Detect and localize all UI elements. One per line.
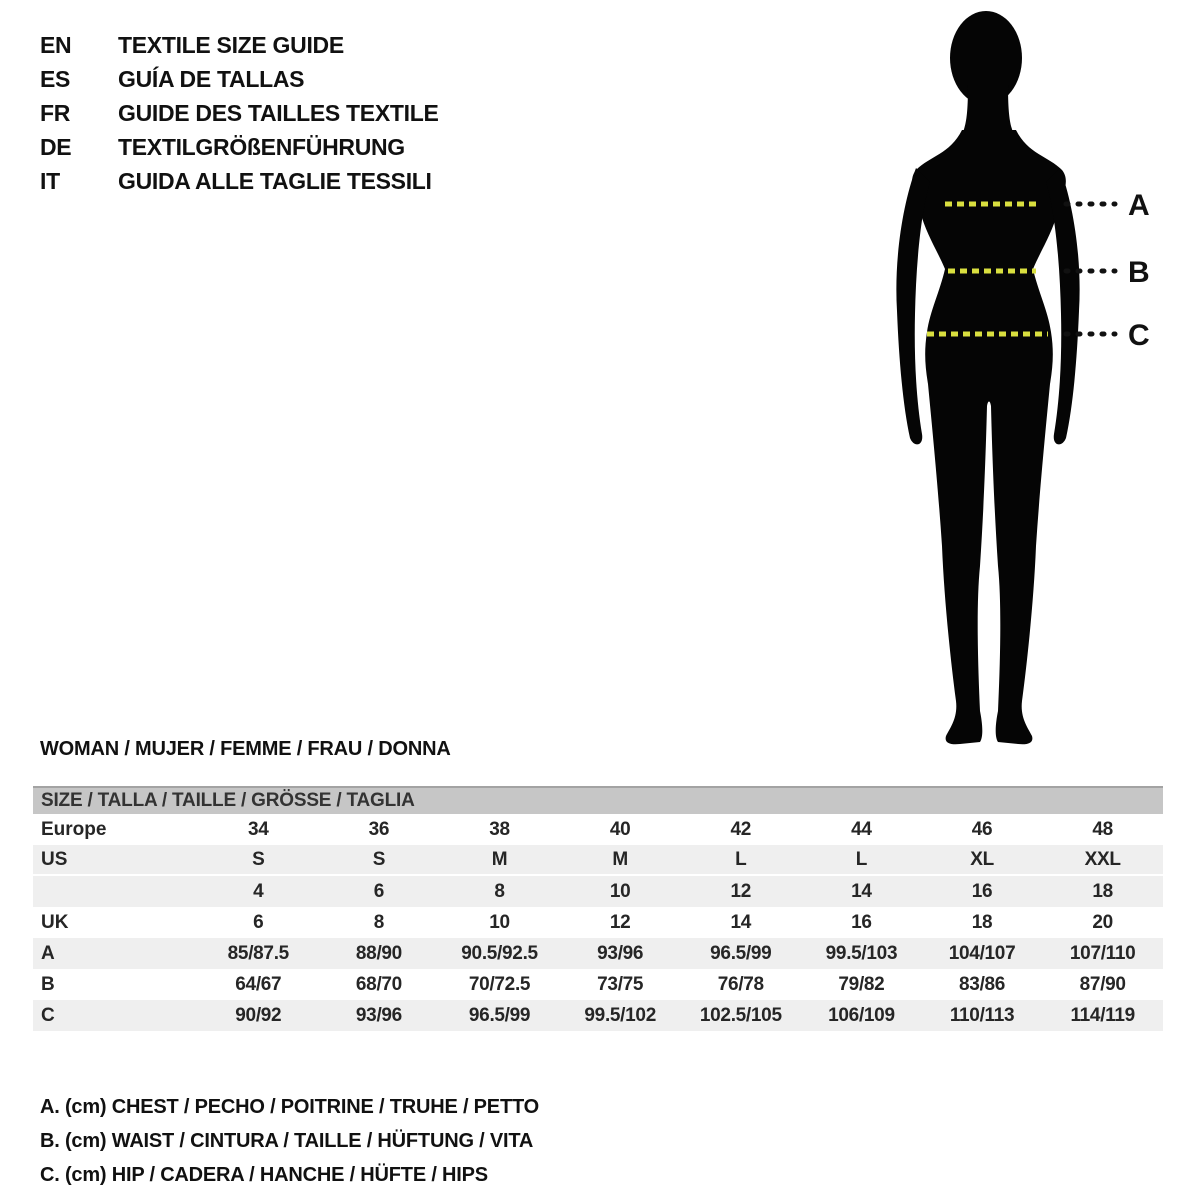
language-row-fr [40, 96, 439, 130]
table-cell: L [735, 848, 747, 870]
table-cell: 68/70 [355, 973, 402, 995]
legend-hip: C. (cm) HIP / CADERA / HANCHE / HÜFTE / HIPS [40, 1163, 488, 1186]
table-cell: 106/109 [828, 1004, 895, 1026]
table-cell: 16 [971, 880, 993, 902]
table-cell: 38 [489, 818, 510, 840]
row-label: A [41, 942, 55, 964]
size-table [33, 786, 1163, 1031]
language-title-list [40, 28, 439, 198]
table-cell: S [372, 848, 386, 870]
table-cell: XXL [1084, 848, 1121, 870]
table-cell: 88/90 [355, 942, 402, 964]
table-cell: 99.5/103 [825, 942, 898, 964]
table-cell: 110/113 [949, 1004, 1015, 1026]
table-cell: XL [970, 848, 994, 870]
table-cell: 90/92 [235, 1004, 282, 1026]
table-cell: 46 [971, 818, 993, 840]
row-label: Europe [41, 818, 107, 840]
size-table-header: SIZE / TALLA / TAILLE / GRÖSSE / TAGLIA [33, 786, 1163, 814]
table-cell: 36 [368, 818, 390, 840]
language-code: EN [40, 31, 72, 58]
guide-title: GUIDA ALLE TAGLIE TESSILI [118, 167, 432, 194]
table-cell: 42 [730, 818, 752, 840]
measure-label-a: A [1128, 189, 1150, 222]
table-row-waist-b [33, 969, 1163, 1000]
language-row-es [40, 62, 439, 96]
table-cell: 102.5/105 [699, 1004, 782, 1026]
table-row-us-numeric [33, 876, 1163, 907]
silhouette-neck [960, 84, 1016, 138]
woman-silhouette [870, 6, 1190, 751]
language-row-en [40, 28, 439, 62]
table-cell: 93/96 [597, 942, 644, 964]
table-cell: 14 [730, 911, 752, 933]
table-row-europe [33, 814, 1163, 845]
guide-title: TEXTILE SIZE GUIDE [118, 31, 344, 58]
table-cell: 93/96 [355, 1004, 402, 1026]
silhouette-body [912, 130, 1066, 744]
table-cell: M [612, 848, 628, 870]
table-cell: 64/67 [235, 973, 282, 995]
row-label: US [41, 848, 68, 870]
table-cell: 90.5/92.5 [461, 942, 538, 964]
table-cell: 8 [373, 911, 385, 933]
legend-waist: B. (cm) WAIST / CINTURA / TAILLE / HÜFTUNG / VITA [40, 1129, 534, 1152]
table-cell: 18 [971, 911, 993, 933]
table-cell: 85/87.5 [227, 942, 289, 964]
table-cell: 8 [494, 880, 505, 902]
table-cell: 70/72.5 [468, 973, 531, 995]
table-cell: L [855, 848, 868, 870]
measurement-legend [40, 1090, 539, 1192]
table-cell: 79/82 [838, 973, 885, 995]
language-code: IT [40, 167, 60, 194]
row-label: UK [41, 911, 69, 933]
table-cell: 48 [1092, 818, 1113, 840]
table-cell: 12 [609, 911, 631, 933]
measure-label-c: C [1128, 319, 1150, 352]
row-label: B [41, 973, 55, 995]
section-heading-woman: WOMAN / MUJER / FEMME / FRAU / DONNA [40, 738, 451, 760]
table-cell: 10 [489, 911, 510, 933]
table-cell: 99.5/102 [584, 1004, 656, 1026]
table-cell: 10 [609, 880, 631, 902]
table-cell: 14 [851, 880, 872, 902]
table-row-uk [33, 907, 1163, 938]
table-cell: 16 [851, 911, 872, 933]
table-cell: 83/86 [959, 973, 1006, 995]
table-cell: M [491, 848, 508, 870]
table-cell: 114/119 [1070, 1004, 1135, 1026]
table-cell: 40 [609, 818, 631, 840]
language-row-de [40, 130, 439, 164]
language-row-it [40, 164, 439, 198]
table-cell: S [252, 848, 265, 870]
table-cell: 44 [851, 818, 872, 840]
guide-title: TEXTILGRÖßENFÜHRUNG [118, 133, 405, 160]
table-cell: 34 [248, 818, 269, 840]
measure-label-b: B [1128, 256, 1150, 289]
table-cell: 12 [730, 880, 752, 902]
table-cell: 18 [1092, 880, 1113, 902]
table-cell: 96.5/99 [468, 1004, 531, 1026]
guide-title: GUIDE DES TAILLES TEXTILE [118, 99, 439, 126]
table-cell: 87/90 [1079, 973, 1126, 995]
language-code: ES [40, 65, 71, 92]
language-code: DE [40, 133, 72, 160]
table-cell: 4 [253, 880, 264, 902]
table-cell: 76/78 [717, 973, 764, 995]
table-cell: 96.5/99 [710, 942, 772, 964]
row-label: C [41, 1004, 55, 1026]
table-cell: 6 [253, 911, 264, 933]
table-cell: 73/75 [597, 973, 644, 995]
table-row-hip-c [33, 1000, 1163, 1031]
guide-title: GUÍA DE TALLAS [118, 65, 305, 92]
table-cell: 6 [373, 880, 385, 902]
legend-chest: A. (cm) CHEST / PECHO / POITRINE / TRUHE / PETTO [40, 1095, 539, 1118]
language-code: FR [40, 99, 71, 126]
table-row-us [33, 845, 1163, 876]
table-cell: 104/107 [948, 942, 1016, 964]
table-row-chest-a [33, 938, 1163, 969]
table-cell: 20 [1092, 911, 1113, 933]
table-cell: 107/110 [1069, 942, 1136, 964]
measurement-figure [870, 6, 1190, 751]
